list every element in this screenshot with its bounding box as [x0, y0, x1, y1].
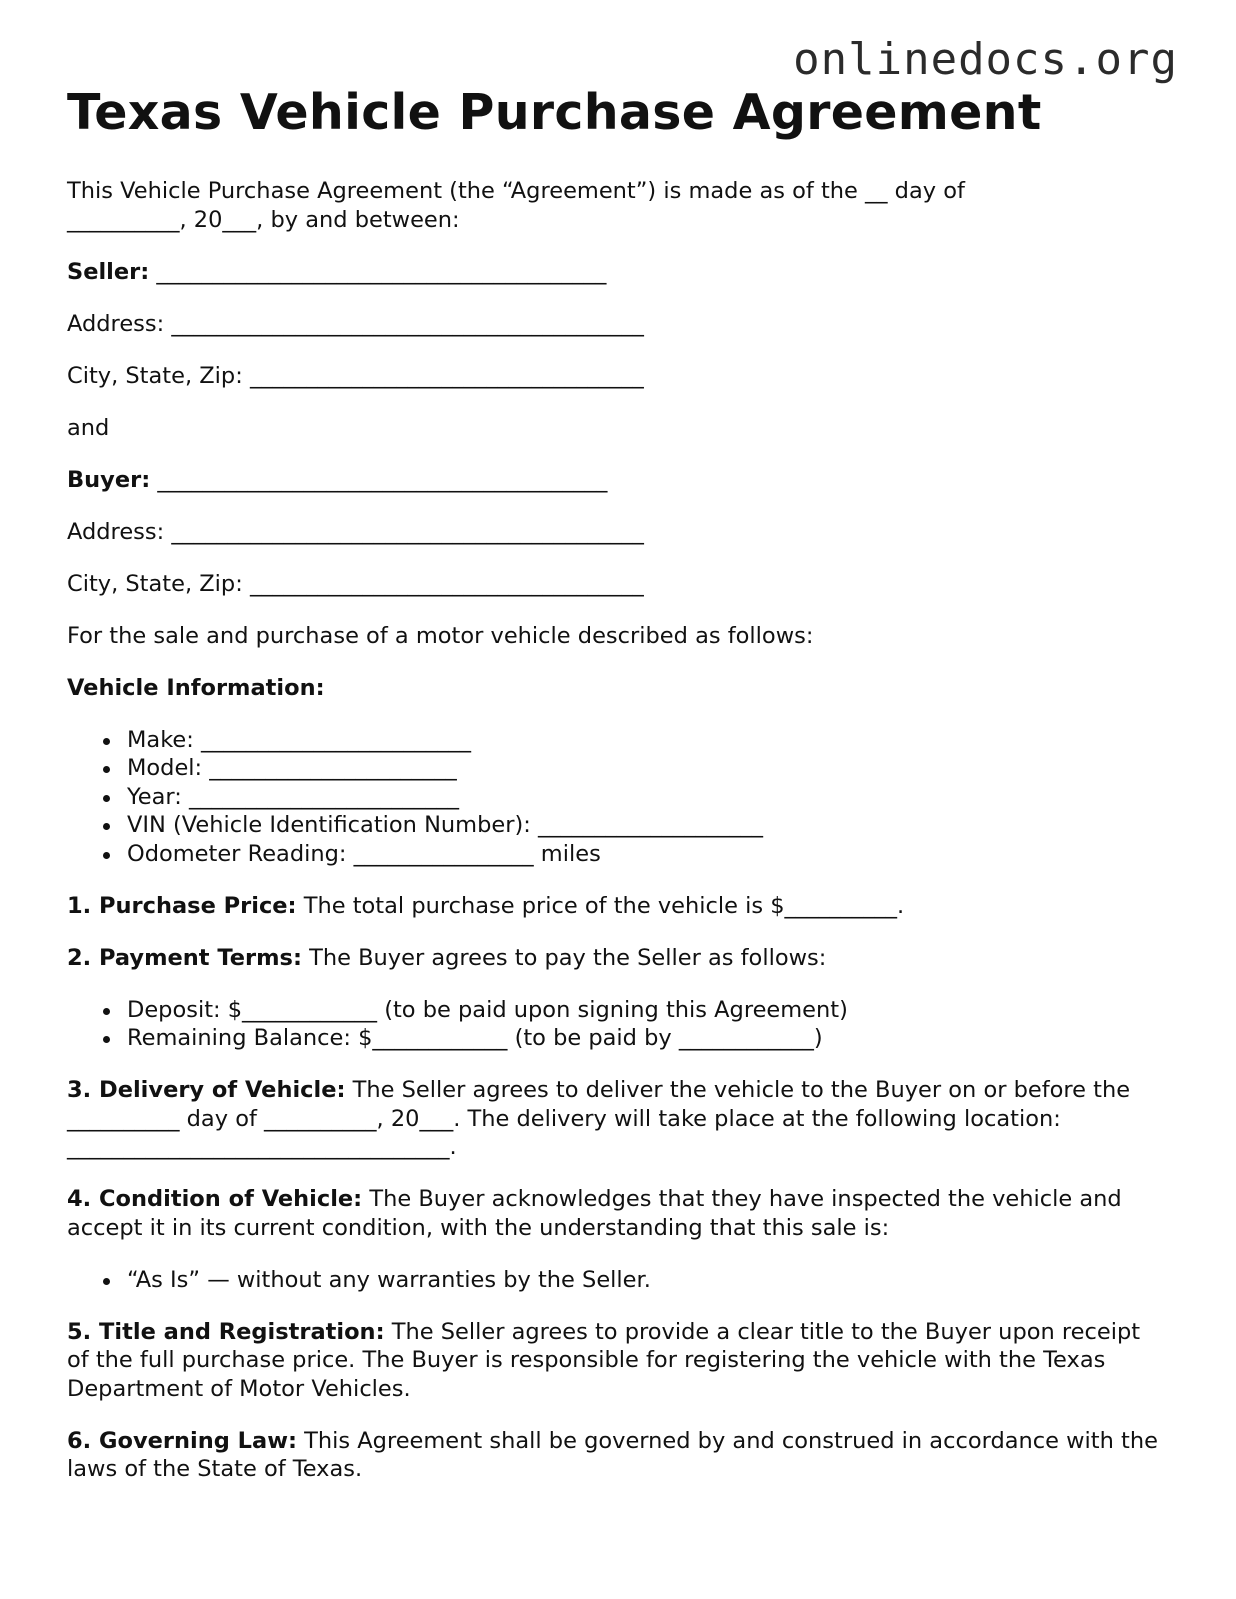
seller-name-line	[67, 258, 1167, 287]
section-text: The Seller agrees to provide a clear title to the Buyer upon receipt of the full purchase price. The Buyer is responsible for registering the vehicle with the Texas Department of Motor Vehicles.	[67, 1318, 1141, 1402]
buyer-address-line: Address: __________________________________________	[67, 518, 644, 545]
section-heading: 1. Purchase Price:	[67, 892, 297, 919]
buyer-city-line: City, State, Zip: ___________________________________	[67, 570, 644, 597]
page-title: Texas Vehicle Purchase Agreement	[67, 84, 1042, 141]
vehicle-info-heading	[67, 674, 1167, 703]
section-text: This Agreement shall be governed by and construed in accordance with the laws of the State of Texas.	[67, 1427, 1158, 1482]
section-heading: 6. Governing Law:	[67, 1427, 297, 1454]
section-purchase-price	[67, 892, 1167, 921]
section-heading: 3. Delivery of Vehicle:	[67, 1077, 346, 1103]
buyer-name-line	[67, 466, 1167, 495]
seller-name-blank: ________________________________________	[149, 258, 607, 285]
section-payment-terms	[67, 944, 1167, 973]
seller-city-line: City, State, Zip: ___________________________________	[67, 362, 644, 389]
section-heading: 4. Condition of Vehicle:	[67, 1186, 363, 1212]
sale-intro: For the sale and purchase of a motor vehicle described as follows:	[67, 622, 814, 649]
payment-terms-list	[67, 996, 1167, 1053]
vehicle-info-list	[67, 726, 1167, 869]
intro-line-2: __________, 20___, by and between:	[67, 206, 460, 233]
intro-paragraph	[67, 177, 1167, 234]
watermark: onlinedocs.org	[793, 34, 1178, 85]
list-item: Make: ________________________	[127, 726, 1167, 755]
list-item: Year: ________________________	[127, 783, 1167, 812]
list-item: Odometer Reading: ________________ miles	[127, 840, 1167, 869]
section-heading: 2. Payment Terms:	[67, 944, 302, 971]
list-item: Model: ______________________	[127, 754, 1167, 783]
section-text: The Buyer agrees to pay the Seller as follows:	[301, 944, 827, 971]
section-governing-law	[67, 1427, 1167, 1484]
seller-address-line: Address: __________________________________________	[67, 310, 644, 337]
section-delivery	[67, 1076, 1167, 1162]
intro-line-1: This Vehicle Purchase Agreement (the “Agreement”) is made as of the __ day of	[67, 178, 965, 204]
section-condition	[67, 1185, 1167, 1242]
condition-list	[67, 1266, 1167, 1295]
document-body	[67, 82, 1167, 1507]
section-heading: 5. Title and Registration:	[67, 1318, 385, 1345]
seller-label: Seller:	[67, 258, 150, 285]
list-item: VIN (Vehicle Identification Number): ____________________	[127, 811, 1167, 840]
vehicle-heading-text: Vehicle Information:	[67, 674, 325, 701]
list-item: Deposit: $____________ (to be paid upon signing this Agreement)	[127, 996, 1167, 1025]
list-item: “As Is” — without any warranties by the Seller.	[127, 1266, 1167, 1295]
section-text: The Buyer acknowledges that they have inspected the vehicle and accept it in its current condition, with the understanding that this sale is:	[67, 1186, 1122, 1241]
section-text: The total purchase price of the vehicle is $__________.	[296, 892, 905, 919]
buyer-label: Buyer:	[67, 466, 151, 493]
buyer-name-blank: ________________________________________	[150, 466, 608, 493]
section-title-registration	[67, 1318, 1167, 1404]
and-text: and	[67, 414, 110, 441]
section-text: The Seller agrees to deliver the vehicle to the Buyer on or before the __________ day of __________, 20___. The delivery will take place at the following location: __________________________________.	[67, 1077, 1131, 1160]
list-item: Remaining Balance: $____________ (to be paid by ____________)	[127, 1024, 1167, 1053]
